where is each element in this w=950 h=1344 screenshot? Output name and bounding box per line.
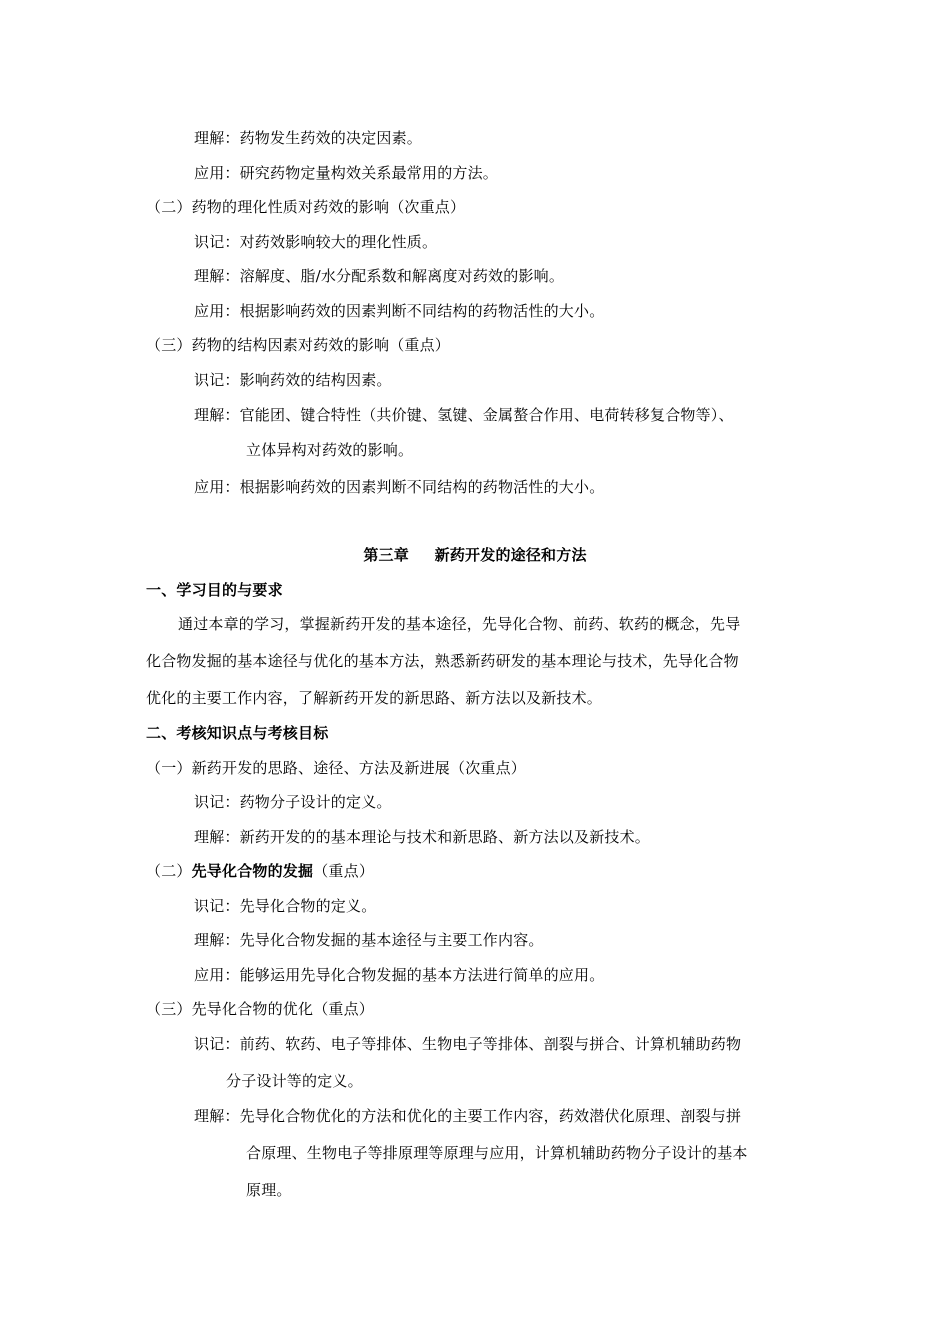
- text-line: 立体异构对药效的影响。: [246, 441, 414, 459]
- text-line: 应用：能够运用先导化合物发掘的基本方法进行简单的应用。: [194, 966, 605, 984]
- text-line: 原理。: [246, 1181, 292, 1199]
- paragraph-line: 通过本章的学习，掌握新药开发的基本途径，先导化合物、前药、软药的概念，先导: [178, 615, 741, 633]
- text-line: 理解：新药开发的的基本理论与技术和新思路、新方法以及新技术。: [194, 828, 651, 846]
- text-line: 识记：先导化合物的定义。: [194, 897, 377, 915]
- text-line: 识记：对药效影响较大的理化性质。: [194, 233, 438, 251]
- text-line: 应用：根据影响药效的因素判断不同结构的药物活性的大小。: [194, 302, 605, 320]
- subsection-heading: [146, 861, 374, 881]
- text-line: 理解：官能团、键合特性（共价键、氢键、金属螯合作用、电荷转移复合物等）、: [194, 406, 734, 424]
- text-line: 识记：药物分子设计的定义。: [194, 793, 392, 811]
- subsection-title-bold: 先导化合物的发掘: [191, 862, 314, 880]
- text-line: 识记：前药、软药、电子等排体、生物电子等排体、剖裂与拼合、计算机辅助药物: [194, 1035, 742, 1053]
- subsection-prefix: （二）: [146, 862, 192, 880]
- text-line: 合原理、生物电子等排原理等原理与应用，计算机辅助药物分子设计的基本: [246, 1144, 748, 1162]
- paragraph-line: 优化的主要工作内容，了解新药开发的新思路、新方法以及新技术。: [146, 689, 603, 707]
- section-heading: （二）药物的理化性质对药效的影响（次重点）: [146, 198, 466, 216]
- text-line: 理解：溶解度、脂/水分配系数和解离度对药效的影响。: [194, 267, 565, 285]
- text-line: 应用：研究药物定量构效关系最常用的方法。: [194, 164, 499, 182]
- text-line: 理解：先导化合物优化的方法和优化的主要工作内容，药效潜伏化原理、剖裂与拼: [194, 1107, 742, 1125]
- text-line: 分子设计等的定义。: [226, 1072, 363, 1090]
- section-heading: 一、学习目的与要求: [146, 581, 283, 599]
- section-heading: （三）药物的结构因素对药效的影响（重点）: [146, 336, 451, 354]
- text-line: 理解：药物发生药效的决定因素。: [194, 129, 423, 147]
- section-heading: 二、考核知识点与考核目标: [146, 724, 329, 742]
- chapter-number: 第三章: [363, 546, 409, 564]
- text-line: 理解：先导化合物发掘的基本途径与主要工作内容。: [194, 931, 544, 949]
- subsection-heading: （三）先导化合物的优化（重点）: [146, 1000, 375, 1018]
- subsection-suffix: （重点）: [313, 862, 375, 880]
- text-line: 识记：影响药效的结构因素。: [194, 371, 392, 389]
- text-line: 应用：根据影响药效的因素判断不同结构的药物活性的大小。: [194, 478, 605, 496]
- subsection-heading: （一）新药开发的思路、途径、方法及新进展（次重点）: [146, 759, 527, 777]
- paragraph-line: 化合物发掘的基本途径与优化的基本方法，熟悉新药研发的基本理论与技术，先导化合物: [146, 652, 739, 670]
- chapter-name: 新药开发的途径和方法: [434, 546, 587, 564]
- chapter-title: [0, 545, 950, 565]
